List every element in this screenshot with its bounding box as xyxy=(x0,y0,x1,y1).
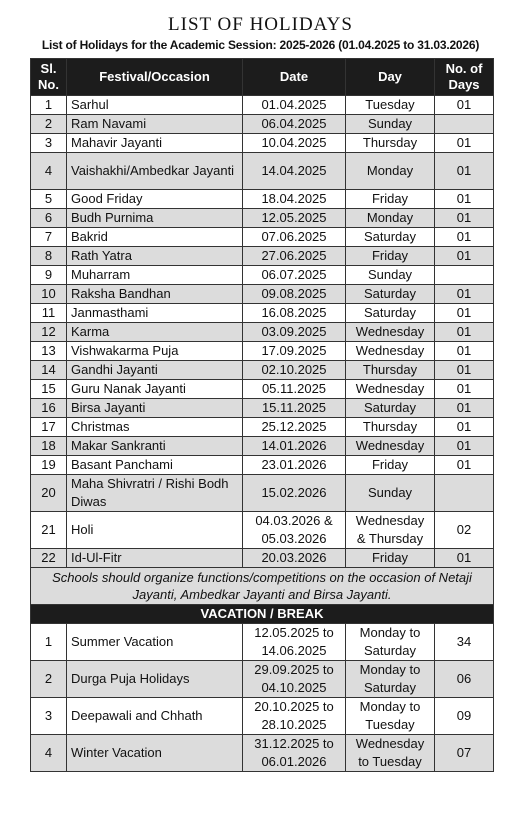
vacation-rows xyxy=(31,624,494,772)
holiday-day: Sunday xyxy=(346,475,435,512)
holiday-day: Thursday xyxy=(346,361,435,380)
holiday-day: Saturday xyxy=(346,399,435,418)
table-row xyxy=(31,698,494,735)
festival-name: Maha Shivratri / Rishi Bodh Diwas xyxy=(67,475,243,512)
festival-name: Bakrid xyxy=(67,228,243,247)
holiday-day: Thursday xyxy=(346,134,435,153)
day-count: 01 xyxy=(435,247,494,266)
serial-number: 5 xyxy=(31,190,67,209)
table-row xyxy=(31,475,494,512)
holiday-day: Thursday xyxy=(346,418,435,437)
festival-name: Id-Ul-Fitr xyxy=(67,549,243,568)
day-count: 01 xyxy=(435,323,494,342)
holiday-day: Saturday xyxy=(346,285,435,304)
festival-name: Vaishakhi/Ambedkar Jayanti xyxy=(67,153,243,190)
day-count: 01 xyxy=(435,437,494,456)
holiday-day: Wednesday & Thursday xyxy=(346,512,435,549)
table-row xyxy=(31,512,494,549)
holiday-day: Monday xyxy=(346,209,435,228)
holiday-day: Wednesday xyxy=(346,437,435,456)
holiday-date: 15.02.2026 xyxy=(243,475,346,512)
day-count: 01 xyxy=(435,153,494,190)
holiday-date: 14.01.2026 xyxy=(243,437,346,456)
holiday-date: 02.10.2025 xyxy=(243,361,346,380)
holiday-date: 04.03.2026 & 05.03.2026 xyxy=(243,512,346,549)
festival-name: Karma xyxy=(67,323,243,342)
table-row xyxy=(31,153,494,190)
table-row xyxy=(31,115,494,134)
table-row xyxy=(31,247,494,266)
festival-name: Vishwakarma Puja xyxy=(67,342,243,361)
holiday-date: 23.01.2026 xyxy=(243,456,346,475)
holiday-day: Saturday xyxy=(346,304,435,323)
day-count: 02 xyxy=(435,512,494,549)
holiday-rows xyxy=(31,96,494,568)
holiday-date: 09.08.2025 xyxy=(243,285,346,304)
table-row xyxy=(31,418,494,437)
table-row xyxy=(31,266,494,285)
table-row xyxy=(31,661,494,698)
festival-name: Basant Panchami xyxy=(67,456,243,475)
holiday-date: 14.04.2025 xyxy=(243,153,346,190)
serial-number: 14 xyxy=(31,361,67,380)
festival-name: Budh Purnima xyxy=(67,209,243,228)
holiday-date: 10.04.2025 xyxy=(243,134,346,153)
serial-number: 9 xyxy=(31,266,67,285)
holiday-date: 12.05.2025 xyxy=(243,209,346,228)
vacation-days-of-week: Monday to Tuesday xyxy=(346,698,435,735)
vacation-days-of-week: Monday to Saturday xyxy=(346,661,435,698)
day-count: 01 xyxy=(435,549,494,568)
holiday-date: 06.04.2025 xyxy=(243,115,346,134)
table-row xyxy=(31,380,494,399)
serial-number: 21 xyxy=(31,512,67,549)
festival-name: Christmas xyxy=(67,418,243,437)
holiday-date: 16.08.2025 xyxy=(243,304,346,323)
holiday-date: 20.03.2026 xyxy=(243,549,346,568)
day-count xyxy=(435,475,494,512)
day-count: 01 xyxy=(435,342,494,361)
serial-number: 1 xyxy=(31,96,67,115)
table-row xyxy=(31,549,494,568)
day-count: 01 xyxy=(435,418,494,437)
holiday-table xyxy=(30,58,494,772)
vacation-name: Winter Vacation xyxy=(67,735,243,772)
holiday-date: 07.06.2025 xyxy=(243,228,346,247)
festival-name: Raksha Bandhan xyxy=(67,285,243,304)
serial-number: 7 xyxy=(31,228,67,247)
vacation-heading-row xyxy=(31,605,494,624)
column-header: Day xyxy=(346,59,435,96)
day-count: 01 xyxy=(435,228,494,247)
festival-name: Holi xyxy=(67,512,243,549)
day-count: 01 xyxy=(435,456,494,475)
holiday-date: 06.07.2025 xyxy=(243,266,346,285)
holiday-date: 27.06.2025 xyxy=(243,247,346,266)
serial-number: 15 xyxy=(31,380,67,399)
holiday-date: 25.12.2025 xyxy=(243,418,346,437)
table-header-row xyxy=(31,59,494,96)
holiday-date: 03.09.2025 xyxy=(243,323,346,342)
serial-number: 6 xyxy=(31,209,67,228)
day-count xyxy=(435,115,494,134)
festival-name: Muharram xyxy=(67,266,243,285)
vacation-days-of-week: Wednesday to Tuesday xyxy=(346,735,435,772)
serial-number: 3 xyxy=(31,134,67,153)
holiday-day: Tuesday xyxy=(346,96,435,115)
table-row xyxy=(31,134,494,153)
festival-name: Gandhi Jayanti xyxy=(67,361,243,380)
serial-number: 19 xyxy=(31,456,67,475)
serial-number: 4 xyxy=(31,153,67,190)
festival-name: Birsa Jayanti xyxy=(67,399,243,418)
vacation-days-of-week: Monday to Saturday xyxy=(346,624,435,661)
table-row xyxy=(31,304,494,323)
column-header: Festival/Occasion xyxy=(67,59,243,96)
holiday-date: 01.04.2025 xyxy=(243,96,346,115)
holiday-day: Sunday xyxy=(346,115,435,134)
serial-number: 10 xyxy=(31,285,67,304)
table-row xyxy=(31,342,494,361)
note-text: Schools should organize functions/competitions on the occasion of Netaji Jayanti, Ambedkar Jayanti and Birsa Jayanti. xyxy=(31,568,494,605)
serial-number: 2 xyxy=(31,115,67,134)
page-subtitle: List of Holidays for the Academic Session: 2025-2026 (01.04.2025 to 31.03.2026) xyxy=(41,38,480,52)
table-row xyxy=(31,96,494,115)
table-row xyxy=(31,361,494,380)
vacation-name: Deepawali and Chhath xyxy=(67,698,243,735)
day-count: 01 xyxy=(435,96,494,115)
day-count: 01 xyxy=(435,134,494,153)
holiday-day: Wednesday xyxy=(346,342,435,361)
table-row xyxy=(31,285,494,304)
day-count: 01 xyxy=(435,285,494,304)
table-row xyxy=(31,399,494,418)
festival-name: Janmasthami xyxy=(67,304,243,323)
day-count: 01 xyxy=(435,190,494,209)
serial-number: 2 xyxy=(31,661,67,698)
holiday-date: 05.11.2025 xyxy=(243,380,346,399)
serial-number: 22 xyxy=(31,549,67,568)
column-header: Sl. No. xyxy=(31,59,67,96)
day-count: 01 xyxy=(435,209,494,228)
serial-number: 16 xyxy=(31,399,67,418)
holiday-day: Wednesday xyxy=(346,323,435,342)
serial-number: 3 xyxy=(31,698,67,735)
festival-name: Guru Nanak Jayanti xyxy=(67,380,243,399)
holiday-day: Friday xyxy=(346,247,435,266)
vacation-dates: 12.05.2025 to 14.06.2025 xyxy=(243,624,346,661)
day-count: 01 xyxy=(435,399,494,418)
note-section xyxy=(31,568,494,624)
table-row xyxy=(31,323,494,342)
vacation-heading: VACATION / BREAK xyxy=(31,605,494,624)
table-row xyxy=(31,437,494,456)
serial-number: 4 xyxy=(31,735,67,772)
holiday-day: Saturday xyxy=(346,228,435,247)
day-count: 01 xyxy=(435,380,494,399)
column-header: No. of Days xyxy=(435,59,494,96)
day-count: 06 xyxy=(435,661,494,698)
serial-number: 17 xyxy=(31,418,67,437)
festival-name: Ram Navami xyxy=(67,115,243,134)
table-row xyxy=(31,624,494,661)
holiday-day: Friday xyxy=(346,190,435,209)
table-row xyxy=(31,228,494,247)
serial-number: 12 xyxy=(31,323,67,342)
vacation-dates: 29.09.2025 to 04.10.2025 xyxy=(243,661,346,698)
day-count: 09 xyxy=(435,698,494,735)
holiday-day: Wednesday xyxy=(346,380,435,399)
table-row xyxy=(31,735,494,772)
serial-number: 13 xyxy=(31,342,67,361)
holiday-date: 17.09.2025 xyxy=(243,342,346,361)
table-row xyxy=(31,456,494,475)
column-header: Date xyxy=(243,59,346,96)
festival-name: Sarhul xyxy=(67,96,243,115)
serial-number: 20 xyxy=(31,475,67,512)
vacation-dates: 20.10.2025 to 28.10.2025 xyxy=(243,698,346,735)
serial-number: 18 xyxy=(31,437,67,456)
vacation-dates: 31.12.2025 to 06.01.2026 xyxy=(243,735,346,772)
holiday-day: Friday xyxy=(346,549,435,568)
table-row xyxy=(31,209,494,228)
note-row xyxy=(31,568,494,605)
holiday-date: 15.11.2025 xyxy=(243,399,346,418)
day-count: 01 xyxy=(435,361,494,380)
day-count: 34 xyxy=(435,624,494,661)
festival-name: Good Friday xyxy=(67,190,243,209)
holiday-day: Sunday xyxy=(346,266,435,285)
serial-number: 1 xyxy=(31,624,67,661)
serial-number: 11 xyxy=(31,304,67,323)
serial-number: 8 xyxy=(31,247,67,266)
festival-name: Makar Sankranti xyxy=(67,437,243,456)
vacation-name: Durga Puja Holidays xyxy=(67,661,243,698)
day-count xyxy=(435,266,494,285)
table-row xyxy=(31,190,494,209)
day-count: 01 xyxy=(435,304,494,323)
festival-name: Mahavir Jayanti xyxy=(67,134,243,153)
page-title: LIST OF HOLIDAYS xyxy=(168,14,353,35)
holiday-day: Friday xyxy=(346,456,435,475)
festival-name: Rath Yatra xyxy=(67,247,243,266)
day-count: 07 xyxy=(435,735,494,772)
holiday-day: Monday xyxy=(346,153,435,190)
holiday-date: 18.04.2025 xyxy=(243,190,346,209)
vacation-name: Summer Vacation xyxy=(67,624,243,661)
